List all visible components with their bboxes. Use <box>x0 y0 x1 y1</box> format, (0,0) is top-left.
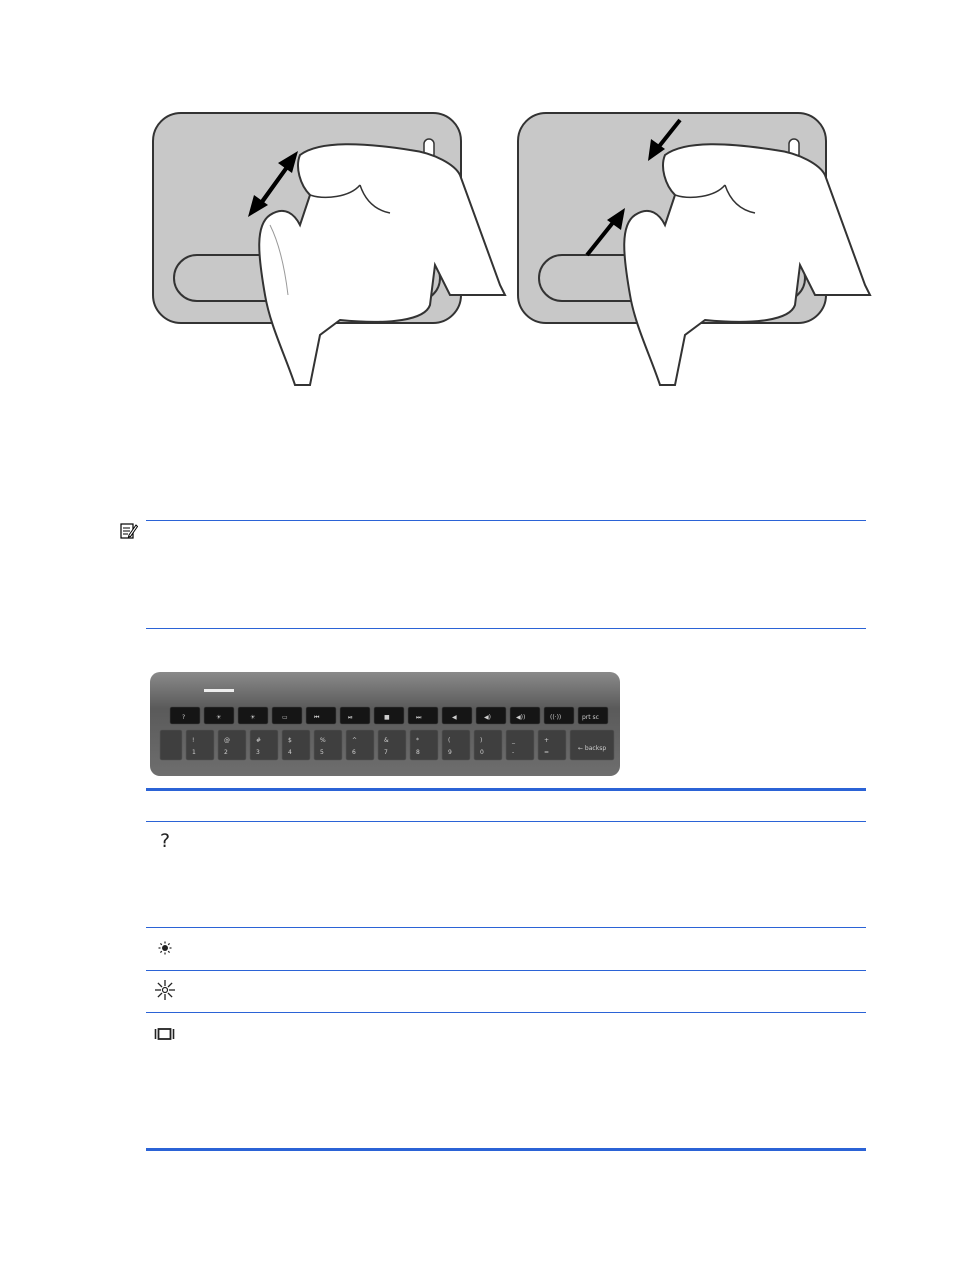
pinch-zoom-in-illustration <box>515 105 885 390</box>
svg-text:&: & <box>384 737 389 744</box>
svg-text:5: 5 <box>320 749 324 756</box>
table-row <box>152 979 178 1001</box>
svg-text:4: 4 <box>288 749 292 756</box>
note-icon <box>120 522 138 540</box>
svg-text:⏭: ⏭ <box>416 714 422 721</box>
table-row <box>152 1023 178 1045</box>
svg-text:^: ^ <box>352 737 358 744</box>
svg-text:@: @ <box>224 737 230 744</box>
table-header-rule <box>146 821 866 822</box>
table-row <box>152 937 178 959</box>
svg-text:9: 9 <box>448 749 452 756</box>
svg-text:_: _ <box>512 737 515 744</box>
table-top-rule <box>146 788 866 791</box>
switch-display-icon <box>154 1027 176 1041</box>
svg-text:◀: ◀ <box>452 714 457 721</box>
svg-text:prt sc: prt sc <box>582 714 599 721</box>
brightness-up-icon <box>154 979 176 1001</box>
table-row-divider <box>146 970 866 971</box>
svg-text:0: 0 <box>480 749 484 756</box>
svg-text:1: 1 <box>192 749 196 756</box>
svg-text:(: ( <box>448 737 451 744</box>
svg-text:((·)): ((·)) <box>550 714 562 721</box>
svg-text:): ) <box>480 737 483 744</box>
svg-text:◀): ◀) <box>484 714 491 721</box>
svg-text:3: 3 <box>256 749 260 756</box>
svg-text:2: 2 <box>224 749 228 756</box>
note-bottom-rule <box>146 628 866 629</box>
svg-text:-: - <box>512 749 515 756</box>
svg-text:⏮: ⏮ <box>314 714 320 721</box>
table-row <box>152 830 178 852</box>
svg-text:← backsp: ← backsp <box>578 745 607 752</box>
svg-text:%: % <box>320 737 326 744</box>
svg-text:8: 8 <box>416 749 420 756</box>
svg-text:$: $ <box>288 737 292 744</box>
action-keys-photo <box>150 672 620 776</box>
svg-text:⏯: ⏯ <box>348 714 353 721</box>
svg-text:#: # <box>256 737 262 744</box>
svg-text:+: + <box>544 737 550 744</box>
table-row-divider <box>146 1012 866 1013</box>
svg-text:=: = <box>544 749 550 756</box>
svg-text:6: 6 <box>352 749 356 756</box>
svg-text:☀: ☀ <box>250 714 256 721</box>
brightness-down-icon <box>157 940 173 956</box>
table-row-divider <box>146 927 866 928</box>
svg-text:☀: ☀ <box>216 714 222 721</box>
svg-text:!: ! <box>192 737 195 744</box>
help-icon: ? <box>159 830 171 852</box>
table-bottom-rule <box>146 1148 866 1151</box>
svg-text:■: ■ <box>384 714 390 721</box>
svg-text:◀)): ◀)) <box>516 714 526 721</box>
note-top-rule <box>146 520 866 521</box>
svg-text:7: 7 <box>384 749 388 756</box>
pinch-zoom-out-illustration <box>150 105 520 390</box>
svg-text:*: * <box>416 737 419 744</box>
svg-text:▭: ▭ <box>282 714 288 721</box>
svg-text:?: ? <box>182 714 186 721</box>
